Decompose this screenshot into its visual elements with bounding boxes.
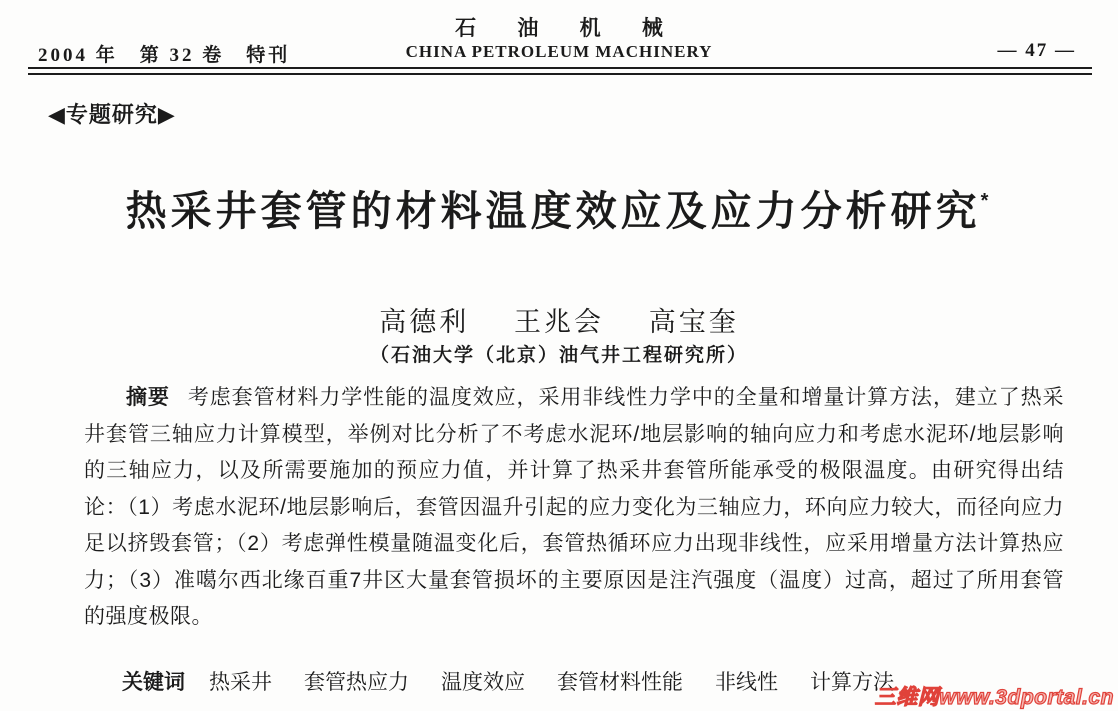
author-list [0, 300, 1118, 339]
abstract-text: 考虑套管材料力学性能的温度效应，采用非线性力学中的全量和增量计算方法，建立了热采井套管三轴应力计算模型，举例对比分析了不考虑水泥环/地层影响的轴向应力和考虑水泥环/地层影响的三轴应力，以及所需要施加的预应力值，并计算了热采井套管所能承受的极限温度。由研究得出结论：（1）考虑水泥环/地层影响后，套管因温升引起的应力变化为三轴应力，环向应力较大，而径向应力足以挤毁套管；（2）考虑弹性模量随温变化后，套管热循环应力出现非线性，应采用增量方法计算热应力；（3）准噶尔西北缘百重7井区大量套管损坏的主要原因是注汽强度（温度）过高，超过了所用套管的强度极限。 [84, 386, 1065, 628]
affiliation: （石油大学（北京）油气井工程研究所） [369, 345, 748, 366]
keyword: 非线性 [715, 671, 778, 694]
keyword: 套管材料性能 [557, 671, 683, 694]
section-label: ◀专题研究▶ [48, 102, 176, 127]
abstract-label: 摘要 [126, 386, 170, 409]
journal-title-chinese: 石 油 机 械 [455, 16, 681, 40]
title-footnote-marker: * [980, 190, 993, 212]
author-name: 王兆会 [514, 307, 604, 337]
author-name: 高宝奎 [648, 307, 739, 337]
author-name: 高德利 [379, 307, 470, 337]
journal-title-english: CHINA PETROLEUM MACHINERY [405, 42, 713, 61]
watermark: 三维网www.3dportal.cn [874, 686, 1114, 709]
article-title-text: 热采井套管的材料温度效应及应力分析研究 [125, 188, 981, 234]
keyword: 热采井 [209, 671, 272, 694]
article-title [0, 178, 1118, 237]
abstract [84, 380, 1064, 636]
page-number: — 47 — [997, 40, 1076, 61]
keywords-label: 关键词 [122, 671, 185, 694]
keyword: 温度效应 [441, 671, 525, 694]
header-divider [28, 67, 1092, 75]
issue-info: 2004 年 第 32 卷 特刊 [38, 45, 291, 66]
keyword: 套管热应力 [304, 671, 409, 694]
keyword: 计算方法 [810, 671, 894, 694]
